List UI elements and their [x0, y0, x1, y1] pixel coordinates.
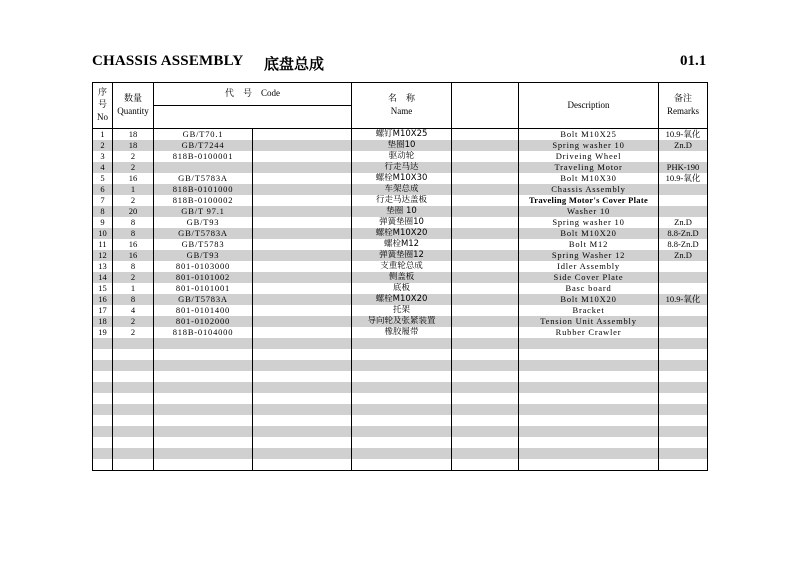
- row-name: 底板: [352, 283, 452, 294]
- row-quantity: 2: [113, 162, 154, 173]
- row-description: [519, 371, 659, 382]
- row-description: Chassis Assembly: [519, 184, 659, 195]
- row-code: 801-0103000: [154, 261, 253, 272]
- row-remarks: [659, 404, 708, 415]
- row-remarks: [659, 151, 708, 162]
- row-name: 橡胶履带: [352, 327, 452, 338]
- row-quantity: [113, 382, 154, 393]
- row-code: GB/T93: [154, 250, 253, 261]
- row-description: Spring washer 10: [519, 140, 659, 151]
- row-blank: [452, 437, 519, 448]
- row-code-extra: [253, 305, 352, 316]
- row-description: Bolt M10X20: [519, 294, 659, 305]
- header-description: Description: [519, 83, 659, 129]
- row-code-extra: [253, 360, 352, 371]
- row-quantity: 18: [113, 140, 154, 151]
- table-row: [93, 305, 708, 316]
- row-code-extra: [253, 129, 352, 141]
- table-row: [93, 261, 708, 272]
- row-code-extra: [253, 404, 352, 415]
- row-quantity: [113, 393, 154, 404]
- header-blank: [452, 83, 519, 129]
- table-row: [93, 151, 708, 162]
- row-code-extra: [253, 327, 352, 338]
- row-number: [93, 338, 113, 349]
- row-name: 侧盖板: [352, 272, 452, 283]
- row-remarks: Zn.D: [659, 140, 708, 151]
- row-quantity: 8: [113, 261, 154, 272]
- row-code-extra: [253, 250, 352, 261]
- row-quantity: 2: [113, 316, 154, 327]
- table-row: [93, 129, 708, 141]
- row-description: [519, 437, 659, 448]
- row-quantity: 2: [113, 327, 154, 338]
- row-remarks: 10.9-氧化: [659, 173, 708, 184]
- row-number: 14: [93, 272, 113, 283]
- row-code-extra: [253, 184, 352, 195]
- row-number: 4: [93, 162, 113, 173]
- row-remarks: [659, 371, 708, 382]
- table-row: [93, 272, 708, 283]
- row-number: 10: [93, 228, 113, 239]
- row-name: [352, 360, 452, 371]
- row-description: Bolt M10X25: [519, 129, 659, 141]
- table-row: [93, 140, 708, 151]
- row-code: [154, 437, 253, 448]
- row-name: 垫圈 10: [352, 206, 452, 217]
- row-number: [93, 382, 113, 393]
- row-blank: [452, 250, 519, 261]
- header-no: 序 号 No: [93, 83, 113, 129]
- row-remarks: [659, 448, 708, 459]
- row-code-extra: [253, 459, 352, 471]
- table-row: [93, 360, 708, 371]
- row-remarks: [659, 459, 708, 471]
- row-remarks: [659, 437, 708, 448]
- table-row: [93, 162, 708, 173]
- row-name: [352, 393, 452, 404]
- row-description: Spring Washer 12: [519, 250, 659, 261]
- row-code-extra: [253, 162, 352, 173]
- row-description: Bracket: [519, 305, 659, 316]
- row-name: 托架: [352, 305, 452, 316]
- row-name: 弹簧垫圈10: [352, 217, 452, 228]
- row-code: [154, 338, 253, 349]
- row-code-extra: [253, 382, 352, 393]
- table-row: [93, 228, 708, 239]
- row-number: [93, 393, 113, 404]
- row-quantity: [113, 404, 154, 415]
- row-blank: [452, 129, 519, 141]
- row-code: 801-0101001: [154, 283, 253, 294]
- row-code: [154, 426, 253, 437]
- row-code: [154, 459, 253, 471]
- row-number: 6: [93, 184, 113, 195]
- row-remarks: [659, 261, 708, 272]
- table-row: [93, 448, 708, 459]
- row-remarks: 10.9-氧化: [659, 294, 708, 305]
- table-row: [93, 371, 708, 382]
- row-description: Rubber Crawler: [519, 327, 659, 338]
- row-blank: [452, 283, 519, 294]
- row-code-extra: [253, 217, 352, 228]
- row-code: GB/T93: [154, 217, 253, 228]
- table-row: [93, 250, 708, 261]
- table-row: [93, 382, 708, 393]
- row-code: [154, 404, 253, 415]
- row-description: Idler Assembly: [519, 261, 659, 272]
- table-row: [93, 349, 708, 360]
- row-code: 818B-0100001: [154, 151, 253, 162]
- row-code: 801-0101400: [154, 305, 253, 316]
- row-quantity: 16: [113, 250, 154, 261]
- row-name: [352, 338, 452, 349]
- row-code-extra: [253, 151, 352, 162]
- row-remarks: 8.8-Zn.D: [659, 228, 708, 239]
- row-quantity: [113, 448, 154, 459]
- row-remarks: [659, 426, 708, 437]
- row-remarks: [659, 327, 708, 338]
- row-name: [352, 415, 452, 426]
- row-description: Spring washer 10: [519, 217, 659, 228]
- row-remarks: [659, 393, 708, 404]
- table-row: [93, 426, 708, 437]
- row-description: Bolt M10X20: [519, 228, 659, 239]
- row-description: [519, 349, 659, 360]
- row-code-extra: [253, 426, 352, 437]
- row-code: GB/T5783A: [154, 294, 253, 305]
- table-row: [93, 173, 708, 184]
- row-blank: [452, 426, 519, 437]
- row-number: [93, 437, 113, 448]
- row-name: 导向轮及张紧装置: [352, 316, 452, 327]
- row-name: 弹簧垫圈12: [352, 250, 452, 261]
- row-quantity: 16: [113, 239, 154, 250]
- table-row: [93, 184, 708, 195]
- row-quantity: [113, 415, 154, 426]
- header-code-sub: [154, 106, 352, 129]
- row-description: Basc board: [519, 283, 659, 294]
- row-code-extra: [253, 393, 352, 404]
- row-remarks: 10.9-氧化: [659, 129, 708, 141]
- row-number: 19: [93, 327, 113, 338]
- row-code: GB/T5783A: [154, 228, 253, 239]
- row-blank: [452, 184, 519, 195]
- row-code-extra: [253, 294, 352, 305]
- row-number: 5: [93, 173, 113, 184]
- row-name: [352, 437, 452, 448]
- row-remarks: [659, 415, 708, 426]
- header-remarks: 备注 Remarks: [659, 83, 708, 129]
- table-row: [93, 294, 708, 305]
- table-row: [93, 338, 708, 349]
- row-name: [352, 371, 452, 382]
- row-code-extra: [253, 272, 352, 283]
- row-description: Washer 10: [519, 206, 659, 217]
- row-code: 818B-0101000: [154, 184, 253, 195]
- row-number: 7: [93, 195, 113, 206]
- row-code-extra: [253, 206, 352, 217]
- row-code: [154, 349, 253, 360]
- row-quantity: 2: [113, 151, 154, 162]
- row-blank: [452, 239, 519, 250]
- row-description: Traveling Motor's Cover Plate: [519, 195, 659, 206]
- row-code-extra: [253, 140, 352, 151]
- row-quantity: 16: [113, 173, 154, 184]
- row-code: 818B-0100002: [154, 195, 253, 206]
- row-name: 行走马达: [352, 162, 452, 173]
- row-description: [519, 448, 659, 459]
- row-number: 1: [93, 129, 113, 141]
- row-number: 8: [93, 206, 113, 217]
- row-code-extra: [253, 415, 352, 426]
- row-name: [352, 404, 452, 415]
- page-title-chinese: 底盘总成: [264, 55, 325, 73]
- row-code: GB/T 97.1: [154, 206, 253, 217]
- row-number: [93, 371, 113, 382]
- table-row: [93, 415, 708, 426]
- row-quantity: [113, 459, 154, 471]
- row-remarks: [659, 349, 708, 360]
- row-number: [93, 349, 113, 360]
- row-name: 行走马达盖板: [352, 195, 452, 206]
- row-description: Driveing Wheel: [519, 151, 659, 162]
- row-description: [519, 393, 659, 404]
- row-number: [93, 404, 113, 415]
- row-code: [154, 382, 253, 393]
- row-code-extra: [253, 173, 352, 184]
- header-quantity: 数量 Quantity: [113, 83, 154, 129]
- row-name: [352, 426, 452, 437]
- table-row: [93, 283, 708, 294]
- row-code: [154, 360, 253, 371]
- row-number: 12: [93, 250, 113, 261]
- row-blank: [452, 173, 519, 184]
- row-blank: [452, 305, 519, 316]
- row-blank: [452, 195, 519, 206]
- row-remarks: 8.8-Zn.D: [659, 239, 708, 250]
- row-description: Tension Unit Assembly: [519, 316, 659, 327]
- row-blank: [452, 327, 519, 338]
- row-number: 18: [93, 316, 113, 327]
- row-quantity: [113, 360, 154, 371]
- row-name: 螺栓M10X30: [352, 173, 452, 184]
- row-name: [352, 448, 452, 459]
- row-quantity: 8: [113, 217, 154, 228]
- row-blank: [452, 338, 519, 349]
- table-row: [93, 404, 708, 415]
- row-blank: [452, 228, 519, 239]
- row-blank: [452, 382, 519, 393]
- row-code-extra: [253, 338, 352, 349]
- row-code: 801-0101002: [154, 272, 253, 283]
- row-code: 801-0102000: [154, 316, 253, 327]
- row-number: 17: [93, 305, 113, 316]
- row-remarks: [659, 316, 708, 327]
- page-number: 01.1: [680, 53, 707, 69]
- row-name: 支重轮总成: [352, 261, 452, 272]
- row-description: [519, 360, 659, 371]
- row-remarks: PHK-190: [659, 162, 708, 173]
- row-code-extra: [253, 195, 352, 206]
- table-row: [93, 316, 708, 327]
- row-quantity: 18: [113, 129, 154, 141]
- row-description: [519, 338, 659, 349]
- row-blank: [452, 217, 519, 228]
- row-code: [154, 371, 253, 382]
- table-row: [93, 239, 708, 250]
- row-number: 9: [93, 217, 113, 228]
- row-description: [519, 404, 659, 415]
- row-blank: [452, 261, 519, 272]
- row-code-extra: [253, 228, 352, 239]
- row-code: GB/T5783A: [154, 173, 253, 184]
- row-number: 16: [93, 294, 113, 305]
- row-blank: [452, 448, 519, 459]
- row-number: 11: [93, 239, 113, 250]
- row-number: [93, 426, 113, 437]
- row-name: [352, 349, 452, 360]
- table-row: [93, 206, 708, 217]
- row-number: 13: [93, 261, 113, 272]
- row-description: [519, 426, 659, 437]
- row-blank: [452, 360, 519, 371]
- row-blank: [452, 371, 519, 382]
- row-remarks: [659, 338, 708, 349]
- row-name: [352, 459, 452, 471]
- row-number: [93, 360, 113, 371]
- row-remarks: Zn.D: [659, 217, 708, 228]
- row-quantity: [113, 338, 154, 349]
- row-quantity: [113, 437, 154, 448]
- row-blank: [452, 140, 519, 151]
- row-quantity: 8: [113, 228, 154, 239]
- row-remarks: [659, 195, 708, 206]
- row-quantity: 4: [113, 305, 154, 316]
- row-name: 螺栓M10X20: [352, 228, 452, 239]
- row-name: 螺栓M12: [352, 239, 452, 250]
- row-code-extra: [253, 283, 352, 294]
- row-name: [352, 382, 452, 393]
- row-blank: [452, 162, 519, 173]
- row-name: 垫圈10: [352, 140, 452, 151]
- row-code: [154, 162, 253, 173]
- row-code-extra: [253, 448, 352, 459]
- row-blank: [452, 151, 519, 162]
- table-row: [93, 437, 708, 448]
- row-number: [93, 459, 113, 471]
- row-number: [93, 448, 113, 459]
- row-name: 车架总成: [352, 184, 452, 195]
- row-code: 818B-0104000: [154, 327, 253, 338]
- header-name: 名 称 Name: [352, 83, 452, 129]
- row-code-extra: [253, 239, 352, 250]
- row-description: [519, 382, 659, 393]
- table-row: [93, 459, 708, 471]
- row-name: 驱动轮: [352, 151, 452, 162]
- row-remarks: Zn.D: [659, 250, 708, 261]
- row-blank: [452, 404, 519, 415]
- row-description: Bolt M10X30: [519, 173, 659, 184]
- row-quantity: 1: [113, 184, 154, 195]
- row-quantity: [113, 371, 154, 382]
- row-code-extra: [253, 371, 352, 382]
- row-quantity: 8: [113, 294, 154, 305]
- row-code: [154, 393, 253, 404]
- row-code: GB/T70.1: [154, 129, 253, 141]
- row-code-extra: [253, 261, 352, 272]
- row-remarks: [659, 360, 708, 371]
- row-remarks: [659, 305, 708, 316]
- row-blank: [452, 294, 519, 305]
- row-quantity: 2: [113, 272, 154, 283]
- row-number: 15: [93, 283, 113, 294]
- row-remarks: [659, 184, 708, 195]
- row-blank: [452, 272, 519, 283]
- row-code: GB/T5783: [154, 239, 253, 250]
- row-blank: [452, 206, 519, 217]
- table-row: [93, 195, 708, 206]
- page-title: CHASSIS ASSEMBLY: [92, 53, 244, 69]
- table-row: [93, 393, 708, 404]
- row-blank: [452, 459, 519, 471]
- row-quantity: 2: [113, 195, 154, 206]
- row-blank: [452, 349, 519, 360]
- row-code-extra: [253, 437, 352, 448]
- parts-table: [92, 82, 708, 471]
- row-quantity: [113, 349, 154, 360]
- row-quantity: 20: [113, 206, 154, 217]
- row-description: [519, 415, 659, 426]
- row-name: 螺钉M10X25: [352, 129, 452, 141]
- row-blank: [452, 393, 519, 404]
- row-blank: [452, 316, 519, 327]
- row-number: [93, 415, 113, 426]
- row-remarks: [659, 283, 708, 294]
- row-description: [519, 459, 659, 471]
- row-code-extra: [253, 349, 352, 360]
- row-code: [154, 415, 253, 426]
- table-row: [93, 217, 708, 228]
- row-quantity: 1: [113, 283, 154, 294]
- row-code: [154, 448, 253, 459]
- table-row: [93, 327, 708, 338]
- row-name: 螺栓M10X20: [352, 294, 452, 305]
- row-remarks: [659, 272, 708, 283]
- row-number: 2: [93, 140, 113, 151]
- row-description: Side Cover Plate: [519, 272, 659, 283]
- row-blank: [452, 415, 519, 426]
- header-code: 代 号 Code: [154, 83, 352, 106]
- row-code-extra: [253, 316, 352, 327]
- row-description: Traveling Motor: [519, 162, 659, 173]
- row-number: 3: [93, 151, 113, 162]
- row-remarks: [659, 382, 708, 393]
- row-quantity: [113, 426, 154, 437]
- row-remarks: [659, 206, 708, 217]
- row-code: GB/T7244: [154, 140, 253, 151]
- row-description: Bolt M12: [519, 239, 659, 250]
